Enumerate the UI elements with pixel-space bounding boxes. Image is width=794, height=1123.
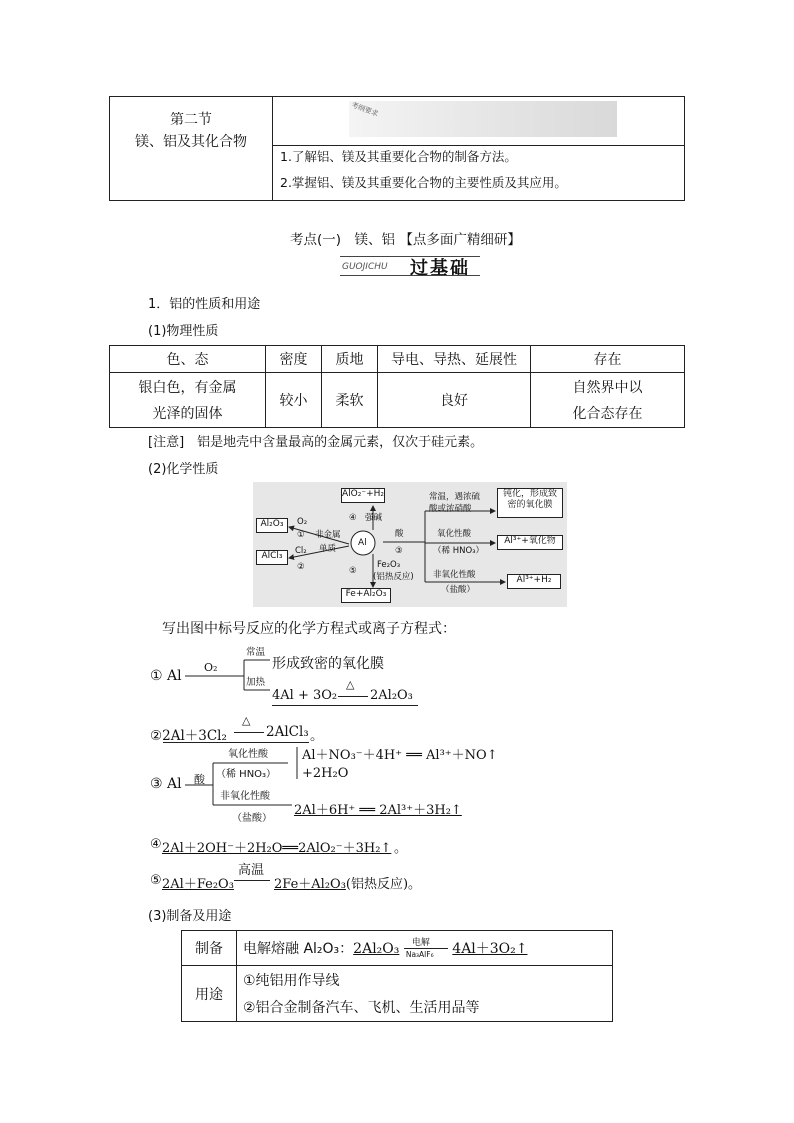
passivation-line1: 钝化，形成致 bbox=[502, 489, 557, 499]
eq4-number: ④ bbox=[150, 837, 162, 852]
banner-label: 考纲要求 bbox=[350, 101, 380, 119]
prep-equals bbox=[404, 948, 448, 949]
physical-property-table bbox=[109, 345, 685, 428]
use-2: ②铝合金制备汽车、飞机、生活用品等 bbox=[243, 1000, 480, 1016]
prep-label: 制备 bbox=[182, 931, 237, 966]
eq1-o2: O₂ bbox=[204, 661, 218, 674]
eq2-product: 2AlCl₃ bbox=[266, 724, 309, 740]
eq5-rhs bbox=[274, 873, 421, 892]
subsection-prep: (3)制备及用途 bbox=[148, 909, 232, 924]
cell-existence-line2: 化合态存在 bbox=[572, 406, 643, 422]
use-1: ①纯铝用作导线 bbox=[243, 973, 340, 989]
write-prompt: 写出图中标号反应的化学方程式或离子方程式： bbox=[162, 621, 456, 637]
eq4-end: 。 bbox=[394, 841, 408, 856]
strong-base-label: 强碱 bbox=[365, 513, 383, 523]
eq5-number: ⑤ bbox=[150, 873, 162, 888]
fe-al2o3-box: Fe+Al₂O₃ bbox=[341, 588, 391, 603]
eq3-oxidizing-eq: Al＋NO₃⁻＋4H⁺ ══ Al³⁺＋NO↑ bbox=[302, 748, 498, 763]
header-left-cell bbox=[110, 97, 273, 200]
use-label: 用途 bbox=[182, 966, 237, 1022]
acid-label: 酸 bbox=[395, 529, 404, 539]
fe2o3-label: Fe₂O₃ bbox=[377, 560, 401, 570]
nonoxidizing-acid-label: 非氧化性酸 bbox=[433, 570, 476, 580]
cell-existence bbox=[531, 373, 685, 428]
eq4-equation: 2Al＋2OH⁻＋2H₂O══2AlO₂⁻＋3H₂↑ bbox=[162, 841, 392, 856]
cl2-label: Cl₂ bbox=[295, 546, 307, 556]
alo2-h2-box: AlO₂⁻+H₂ bbox=[341, 488, 385, 503]
section-number: 第二节 bbox=[170, 112, 212, 128]
subsection-physical: (1)物理性质 bbox=[148, 324, 219, 339]
eq2-lhs: ②2Al＋3Cl₂ bbox=[150, 728, 227, 744]
eq3-reactant: ③ Al bbox=[150, 776, 182, 792]
cell-color-line2: 光泽的固体 bbox=[152, 406, 223, 422]
eq3-nonoxidizing-acid: 非氧化性酸 bbox=[220, 791, 270, 802]
heading-underline bbox=[340, 275, 480, 276]
cell-texture: 柔软 bbox=[322, 373, 378, 428]
guojichu-pinyin: GUOJICHU bbox=[342, 262, 388, 272]
subsection-chemical: (2)化学性质 bbox=[148, 462, 219, 477]
use-content bbox=[237, 966, 613, 1022]
prep-cond-bottom: Na₃AlF₆ bbox=[405, 949, 434, 959]
prep-cond-top: 电解 bbox=[411, 937, 430, 948]
section-topic: 镁、铝及其化合物 bbox=[135, 134, 247, 150]
eq3-oxidizing-eq-water: +2H₂O bbox=[302, 766, 349, 781]
col-header-texture: 质地 bbox=[322, 346, 378, 373]
eq3-acid: 酸 bbox=[194, 773, 205, 786]
passivation-line2: 密的氧化膜 bbox=[507, 500, 553, 510]
eq1-equals bbox=[338, 696, 368, 697]
eq2-delta: △ bbox=[242, 714, 251, 727]
cell-color-line1: 银白色，有金属 bbox=[138, 380, 237, 396]
reaction-5-mark: ⑤ bbox=[349, 566, 357, 576]
eq2-equals bbox=[234, 732, 264, 733]
al3-oxide-box: Al³⁺+氧化物 bbox=[497, 535, 563, 550]
reaction-4-mark: ④ bbox=[349, 513, 357, 523]
cell-density: 较小 bbox=[266, 373, 322, 428]
prep-condition bbox=[404, 939, 448, 959]
eq3-dilute-hno3: （稀 HNO₃） bbox=[216, 769, 277, 780]
col-header-color: 色、态 bbox=[110, 346, 266, 373]
section-1-title: 1．铝的性质和用途 bbox=[148, 297, 261, 312]
prep-rhs: 4Al＋3O₂↑ bbox=[452, 940, 528, 957]
eq3-nonoxidizing-eq: 2Al＋6H⁺ ══ 2Al³⁺＋3H₂↑ bbox=[294, 803, 462, 818]
oxidizing-acid-label: 氧化性酸 bbox=[437, 529, 472, 539]
nonmetal-label: 非金属 bbox=[315, 530, 341, 540]
eq5-lhs: 2Al＋Fe₂O₃ bbox=[162, 877, 234, 892]
prep-table bbox=[181, 930, 613, 1022]
reaction-2-mark: ② bbox=[297, 562, 305, 572]
guojichu-heading: 过基础 bbox=[410, 258, 470, 279]
reaction-3-mark: ③ bbox=[395, 546, 403, 556]
dilute-hno3-label: （稀 HNO₃） bbox=[433, 546, 485, 556]
prep-text: 电解熔融 Al₂O₃： bbox=[243, 940, 354, 957]
eq1-lhs: 4Al + 3O₂ bbox=[272, 688, 338, 703]
prep-lhs: 2Al₂O₃ bbox=[353, 940, 400, 957]
heading-overline bbox=[340, 256, 480, 257]
col-header-density: 密度 bbox=[266, 346, 322, 373]
eq1-room-temp: 常温 bbox=[246, 647, 266, 658]
requirement-2: 2.掌握铝、镁及其重要化合物的主要性质及其应用。 bbox=[280, 175, 567, 190]
al2o3-box: Al₂O₃ bbox=[256, 518, 288, 533]
eq3-oxidizing-acid: 氧化性酸 bbox=[228, 749, 268, 760]
col-header-existence: 存在 bbox=[531, 346, 685, 373]
col-header-conductivity: 导电、导热、延展性 bbox=[378, 346, 531, 373]
alcl3-box: AlCl₃ bbox=[256, 550, 288, 565]
eq5-rhs-text: 2Fe＋Al₂O₃ bbox=[274, 877, 346, 892]
conc-nitric-label: 酸或浓硝酸 bbox=[429, 504, 472, 514]
kaodian-title: 考点(一) 镁、铝 【点多面广精细研】 bbox=[290, 232, 521, 248]
cell-color bbox=[110, 373, 266, 428]
chemical-property-diagram bbox=[253, 482, 567, 607]
eq1-delta: △ bbox=[346, 678, 355, 691]
requirement-1: 1.了解铝、镁及其重要化合物的制备方法。 bbox=[280, 149, 517, 164]
thermite-label: (铝热反应) bbox=[373, 572, 414, 582]
eq2-end: 。 bbox=[310, 728, 324, 744]
eq5-high-temp: 高温 bbox=[238, 863, 265, 878]
header-table bbox=[109, 96, 685, 201]
cell-conductivity: 良好 bbox=[378, 373, 531, 428]
eq3-hcl: （盐酸） bbox=[232, 813, 272, 824]
al3-h2-box: Al³⁺+H₂ bbox=[507, 574, 561, 589]
eq1-product: 2Al₂O₃ bbox=[370, 688, 413, 703]
danzhi-label: 单质 bbox=[319, 544, 337, 554]
eq1-reactant: ① Al bbox=[150, 668, 182, 684]
al-node: Al bbox=[358, 538, 367, 548]
eq5-equals bbox=[234, 880, 270, 881]
passivation-box bbox=[497, 488, 563, 518]
cell-existence-line1: 自然界中以 bbox=[572, 380, 643, 396]
prep-content bbox=[237, 931, 613, 966]
eq2-underline bbox=[163, 742, 309, 743]
reaction-1-mark: ① bbox=[297, 530, 305, 540]
eq5-note: (铝热反应)。 bbox=[345, 877, 422, 892]
header-banner-cell bbox=[273, 97, 684, 146]
o2-label: O₂ bbox=[297, 517, 308, 527]
eq1-underline bbox=[272, 705, 418, 706]
note: [注意] 铝是地壳中含量最高的金属元素，仅次于硅元素。 bbox=[148, 435, 484, 450]
eq1-heat: 加热 bbox=[246, 677, 266, 688]
eq1-film: 形成致密的氧化膜 bbox=[272, 656, 384, 672]
hcl-label: （盐酸） bbox=[441, 585, 476, 595]
requirements-banner bbox=[349, 101, 617, 137]
cold-conc-label: 常温，遇浓硫 bbox=[429, 492, 481, 502]
